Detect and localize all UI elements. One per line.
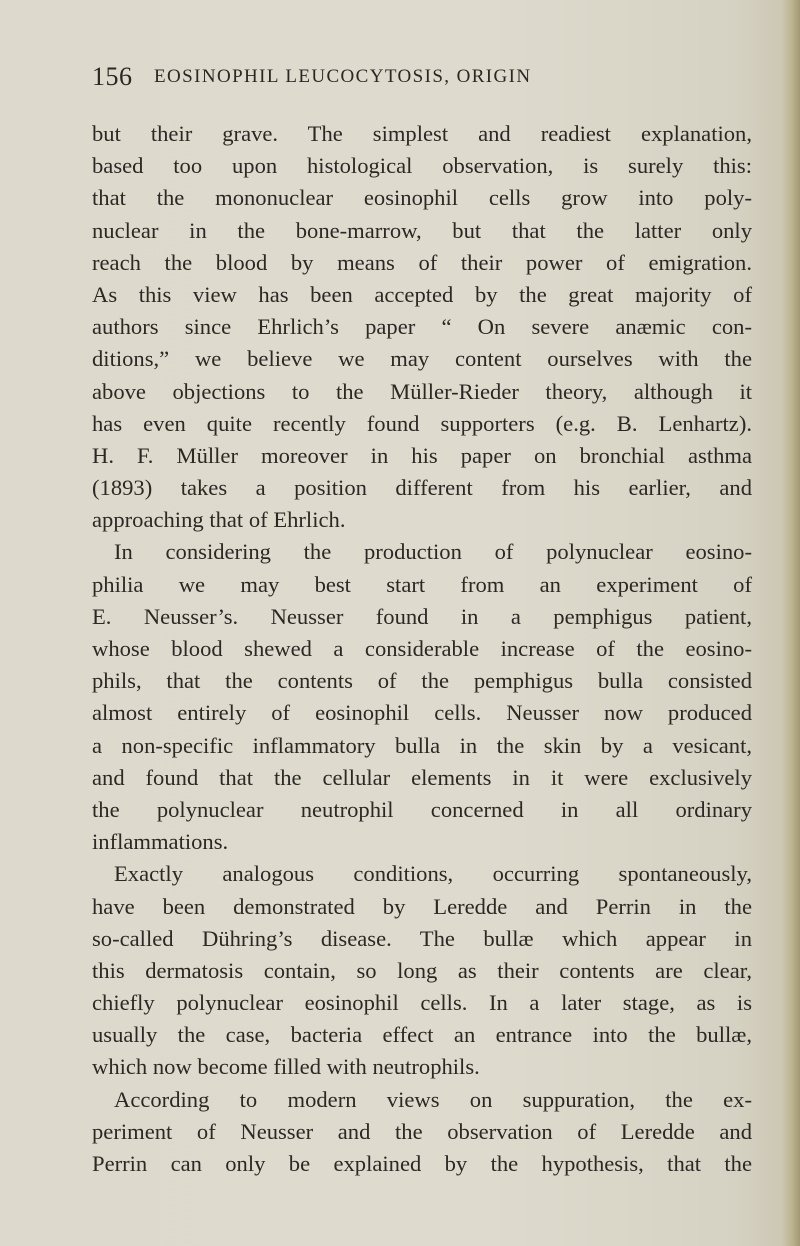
text-line: has even quite recently found supporters (e.g. B. Lenhartz). (92, 410, 752, 436)
text-line: ditions,” we believe we may content ourselves with the (92, 346, 752, 372)
text-line: (1893) takes a position different from his earlier, and (92, 475, 752, 501)
page-number: 156 (92, 62, 133, 91)
text-line: based too upon histological observation, is surely this: (92, 153, 752, 179)
text-line: nuclear in the bone-marrow, but that the latter only (92, 217, 752, 243)
text-line: approaching that of Ehrlich. (92, 507, 346, 533)
text-line: periment of Neusser and the observation of Leredde and (92, 1118, 752, 1144)
text-line: a non-specific inflammatory bulla in the skin by a vesicant, (92, 732, 752, 758)
text-line: phils, that the contents of the pemphigus bulla consisted (92, 668, 752, 694)
text-line: whose blood shewed a considerable increase of the eosino- (92, 636, 752, 661)
text-line: above objections to the Müller-Rieder theory, although it (92, 378, 752, 404)
text-line: but their grave. The simplest and readiest explanation, (92, 121, 752, 146)
text-line: almost entirely of eosinophil cells. Neusser now produced (92, 700, 752, 726)
running-head: EOSINOPHIL LEUCOCYTOSIS, ORIGIN (154, 66, 532, 87)
text-line: reach the blood by means of their power of emigration. (92, 249, 752, 275)
text-line: E. Neusser’s. Neusser found in a pemphigus patient, (92, 603, 752, 629)
text-line: philia we may best start from an experiment of (92, 571, 752, 597)
text-line: As this view has been accepted by the great majority of (92, 281, 752, 307)
page-edge-shadow (782, 0, 800, 1246)
text-line: According to modern views on suppuration, the ex- (114, 1086, 752, 1112)
text-line: so-called Dühring’s disease. The bullæ which appear in (92, 925, 752, 951)
text-line: the polynuclear neutrophil concerned in all ordinary (92, 796, 752, 822)
text-line: and found that the cellular elements in it were exclusively (92, 764, 752, 790)
page-header (92, 62, 752, 102)
text-line: Exactly analogous conditions, occurring spontaneously, (114, 861, 752, 887)
text-line: which now become filled with neutrophils. (92, 1054, 480, 1080)
text-line: usually the case, bacteria effect an entrance into the bullæ, (92, 1022, 752, 1048)
text-line: have been demonstrated by Leredde and Perrin in the (92, 893, 752, 919)
text-line: Perrin can only be explained by the hypothesis, that the (92, 1151, 752, 1176)
body-text (92, 118, 752, 1180)
text-line: chiefly polynuclear eosinophil cells. In a later stage, as is (92, 990, 752, 1016)
text-line: inflammations. (92, 829, 229, 855)
text-line: authors since Ehrlich’s paper “ On severe anæmic con- (92, 314, 752, 340)
text-line: In considering the production of polynuclear eosino- (114, 539, 752, 565)
text-line: this dermatosis contain, so long as their contents are clear, (92, 957, 752, 983)
text-line: that the mononuclear eosinophil cells grow into poly- (92, 185, 752, 211)
text-line: H. F. Müller moreover in his paper on bronchial asthma (92, 442, 752, 468)
